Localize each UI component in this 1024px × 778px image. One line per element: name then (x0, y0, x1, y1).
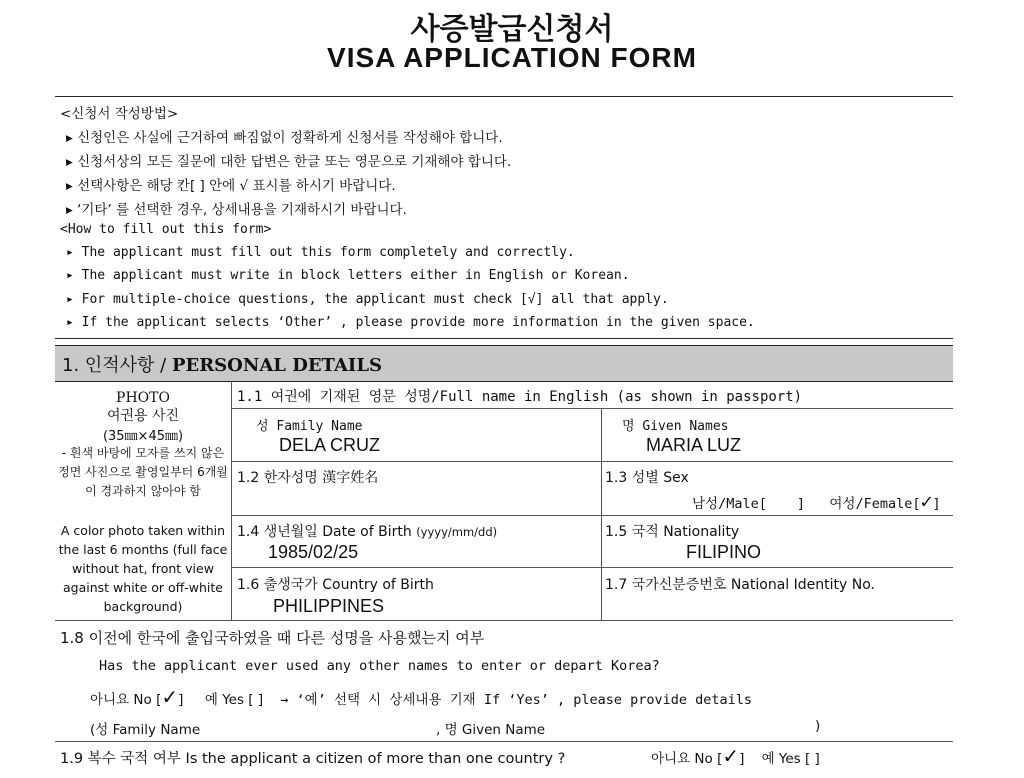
sex-female-label: 여성/Female[ (829, 496, 921, 512)
family-name-field[interactable]: DELA CRUZ (279, 435, 381, 455)
q19-options (651, 744, 820, 768)
sex-male-label: 남성/Male[ (692, 496, 767, 512)
sex-male-close: ] (796, 496, 805, 512)
nationality-label: 1.5 국적 Nationality (605, 524, 740, 540)
instruction-ko-3: ▸ 선택사항은 해당 칸[ ] 안에 √ 표시를 하시기 바랍니다. (66, 178, 396, 194)
full-name-label: 1.1 여권에 기재된 영문 성명/Full name in English (as shown in passport) (237, 389, 803, 405)
country-of-birth-label: 1.6 출생국가 Country of Birth (237, 577, 434, 593)
photo-size: (35㎜×45㎜) (102, 429, 184, 444)
section-title-english: PERSONAL DETAILS (171, 355, 382, 376)
q19-question: 1.9 복수 국적 여부 Is the applicant a citizen of more than one country ? (60, 751, 566, 767)
instruction-en-4: ▸ If the applicant selects ‘Other’ , please provide more information in the given space. (66, 315, 755, 330)
form-title-korean: 사증발급신청서 (410, 12, 614, 47)
q18-no-label: 아니요 No [ (90, 692, 162, 708)
divider (55, 338, 953, 339)
sex-label: 1.3 성별 Sex (605, 470, 689, 486)
instruction-en-3: ▸ For multiple-choice questions, the applicant must check [√] all that apply. (66, 292, 669, 307)
instruction-en-2: ▸ The applicant must write in block letters either in English or Korean. (66, 268, 630, 283)
instruction-ko-2: ▸ 신청서상의 모든 질문에 대한 답변은 한글 또는 영문으로 기재해야 합니다. (66, 154, 512, 170)
divider (55, 741, 953, 742)
q18-english: Has the applicant ever used any other names to enter or depart Korea? (99, 658, 660, 674)
row-border (231, 515, 953, 516)
country-of-birth-field[interactable]: PHILIPPINES (273, 596, 385, 616)
sex-female-close: ] (932, 496, 941, 512)
form-title-english: VISA APPLICATION FORM (327, 42, 697, 73)
photo-instruction-english: A color photo taken within the last 6 months (full face without hat, front view against white or off-white background) (58, 523, 228, 614)
row-border (231, 408, 953, 409)
sex-options (692, 489, 941, 513)
instruction-ko-4: ▸ ‘기타’ 를 선택한 경우, 상세내용을 기재하시기 바랍니다. (66, 202, 407, 218)
photo-label-korean: 여권용 사진 (106, 408, 180, 424)
q18-options (90, 685, 753, 709)
q18-no-checkbox[interactable]: ✓ (161, 685, 179, 709)
given-names-label: 명 Given Names (622, 419, 729, 434)
photo-title: PHOTO (116, 390, 170, 406)
family-name-label: 성 Family Name (256, 419, 363, 434)
q18-other-name-given-label: , 명 Given Name (436, 722, 546, 738)
q18-yes-checkbox[interactable]: 예 Yes [ ] (204, 692, 264, 708)
instructions-heading-english: <How to fill out this form> (60, 222, 272, 237)
dob-field[interactable]: 1985/02/25 (268, 542, 359, 562)
sex-female-checkbox[interactable]: ✓ (920, 489, 933, 513)
section-title (62, 351, 382, 377)
dob-label-text: 1.4 생년월일 Date of Birth (237, 524, 412, 540)
dob-format: (yyyy/mm/dd) (416, 525, 498, 539)
photo-column-border (231, 381, 232, 620)
instructions-heading-korean: <신청서 작성방법> (60, 106, 179, 122)
given-names-field[interactable]: MARIA LUZ (646, 435, 742, 455)
nationality-field[interactable]: FILIPINO (686, 542, 762, 562)
instruction-en-1: ▸ The applicant must fill out this form completely and correctly. (66, 245, 575, 260)
row-border (231, 567, 953, 568)
q18-details-note: → ‘예’ 선택 시 상세내용 기재 If ‘Yes’ , please provide details (280, 692, 753, 708)
chinese-name-label: 1.2 한자성명 漢字姓名 (237, 470, 379, 486)
dob-label (237, 521, 497, 541)
photo-instruction-korean: - 흰색 바탕에 모자를 쓰지 않은 정면 사진으로 촬영일부터 6개월이 경과하지 않아야 함 (58, 446, 228, 498)
q19-no-close: ] (739, 751, 745, 767)
middle-column-border (601, 408, 602, 620)
divider (55, 96, 953, 97)
q19-yes-checkbox[interactable]: 예 Yes [ ] (761, 751, 820, 767)
row-border (231, 461, 953, 462)
q19-no-label: 아니요 No [ (651, 751, 723, 767)
q18-no-close: ] (178, 692, 184, 708)
instruction-ko-1: ▸ 신청인은 사실에 근거하여 빠짐없이 정확하게 신청서를 작성해야 합니다. (66, 130, 503, 146)
q18-close-paren: ) (815, 718, 821, 734)
q18-korean: 1.8 이전에 한국에 출입국하였을 때 다른 성명을 사용했는지 여부 (60, 629, 485, 647)
q18-other-given-name-field[interactable] (560, 716, 810, 734)
q18-other-family-name-field[interactable] (220, 716, 430, 734)
national-id-label: 1.7 국가신분증번호 National Identity No. (605, 577, 875, 593)
q18-other-name-family-label: (성 Family Name (90, 722, 201, 738)
row-border (55, 620, 953, 621)
section-number: 1. 인적사항 / (62, 355, 172, 376)
q19-no-checkbox[interactable]: ✓ (722, 744, 740, 768)
